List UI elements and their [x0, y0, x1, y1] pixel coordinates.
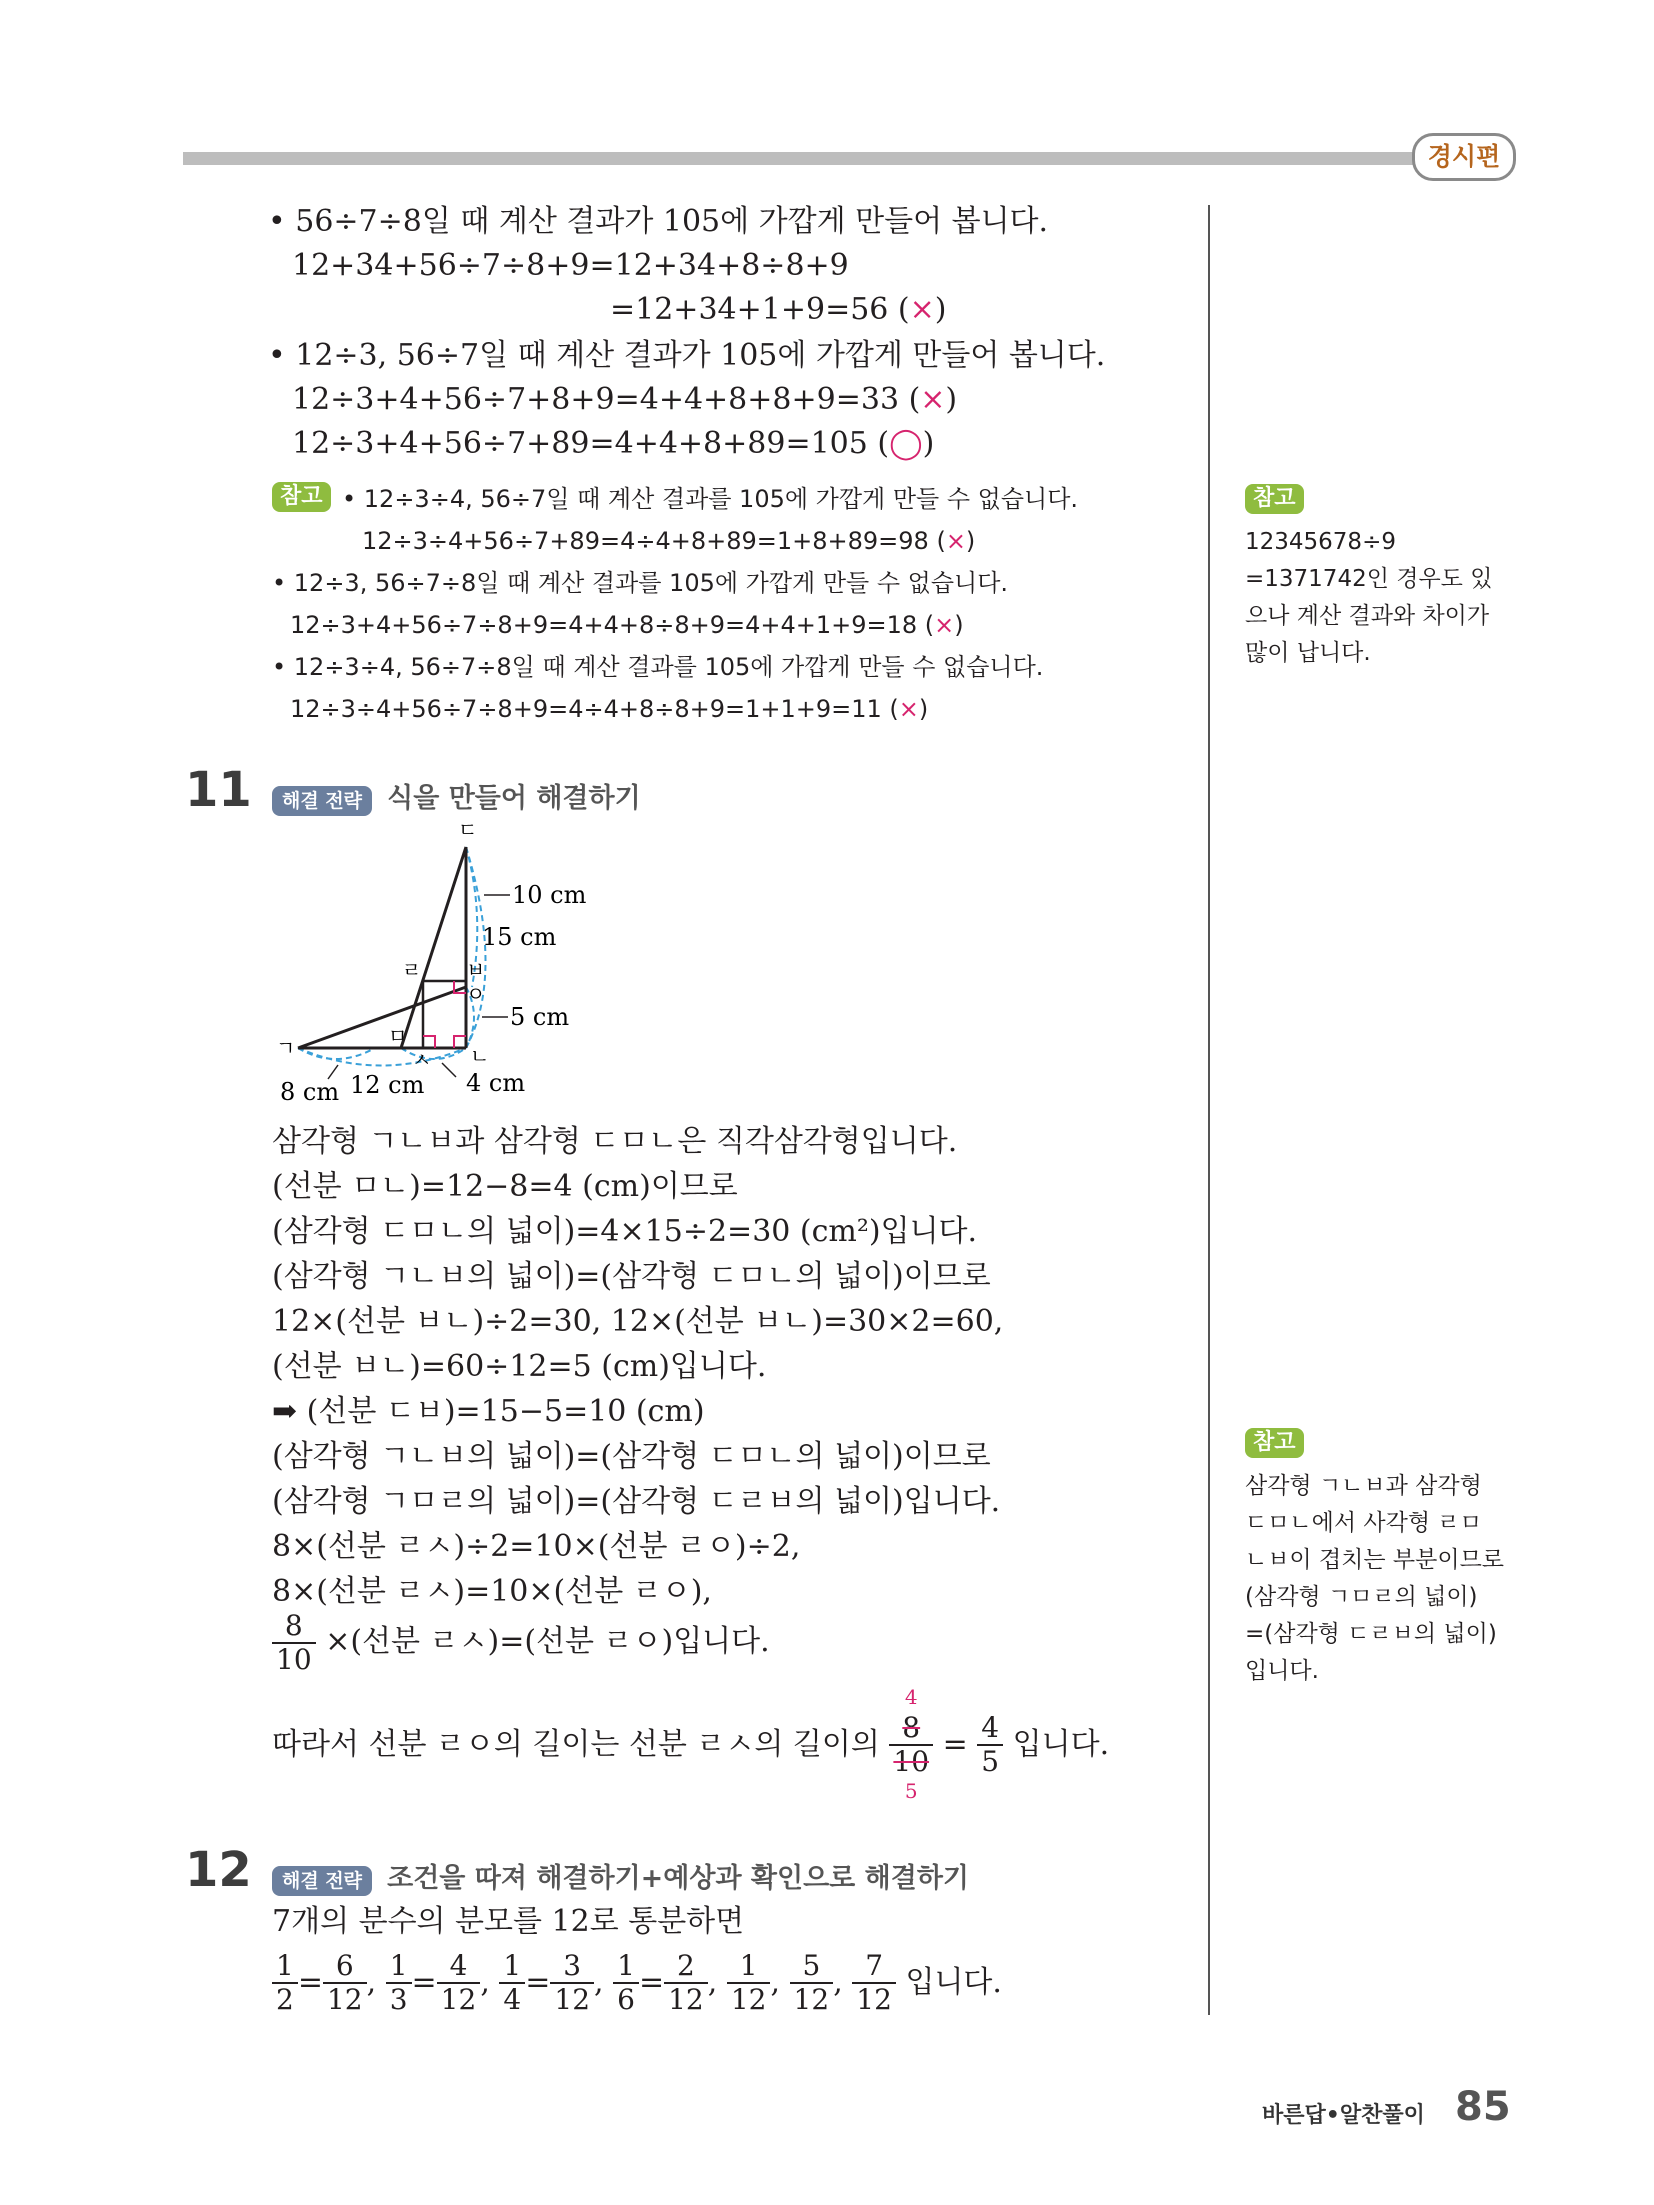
pair-4: [613, 1949, 727, 2016]
conclusion-suffix: 입니다.: [1012, 1727, 1110, 1762]
q11-line-9: (삼각형 ㄱㅁㄹ의 넓이)=(삼각형 ㄷㄹㅂ의 넓이)입니다.: [272, 1484, 1001, 1519]
comma: ,: [480, 1965, 490, 2000]
q11-line-11: 8×(선분 ㄹㅅ)=10×(선분 ㄹㅇ),: [272, 1574, 712, 1609]
fraction-denominator: 12: [793, 1983, 830, 2016]
result-mark: ×: [934, 611, 955, 639]
fraction-numerator: 4: [977, 1712, 1003, 1746]
label-5cm: 5 cm: [510, 1003, 570, 1031]
side-note-2-line: (삼각형 ㄱㅁㄹ의 넓이): [1245, 1584, 1478, 1610]
fraction-denominator: 10: [893, 1745, 930, 1778]
fraction-denominator: 12: [856, 1983, 892, 2016]
side-note-2-line: ㄷㅁㄴ에서 사각형 ㄹㅁ: [1245, 1510, 1482, 1536]
equals-sign: =: [638, 1965, 665, 2000]
q11-frac-text: ×(선분 ㄹㅅ)=(선분 ㄹㅇ)입니다.: [325, 1624, 770, 1659]
q12-strategy: [272, 1856, 969, 1896]
side-note-2-line: 입니다.: [1245, 1658, 1319, 1684]
comma: ,: [594, 1965, 604, 2000]
fraction-denominator: 12: [668, 1983, 704, 2016]
top-line-4: • 12÷3, 56÷7일 때 계산 결과가 105에 가깝게 만들어 봅니다.: [268, 338, 1106, 373]
label-15cm: 15 cm: [482, 923, 557, 951]
question-number-12: 12: [185, 1842, 252, 1898]
fraction-denominator: 3: [389, 1983, 408, 2016]
vertex-e: ㅁ: [388, 1024, 408, 1048]
side-note-1: [1245, 484, 1525, 672]
q11-line-5: 12×(선분 ㅂㄴ)÷2=30, 12×(선분 ㅂㄴ)=30×2=60,: [272, 1304, 1004, 1339]
fraction-numerator: 6: [323, 1950, 367, 1984]
fraction-denominator: 12: [730, 1983, 767, 2016]
fraction-numerator: 1: [727, 1950, 771, 1984]
leader-line: [328, 1065, 338, 1079]
ref-line-6: 12÷3÷4+56÷7÷8+9=4÷4+8÷8+9=1+1+9=11 (×): [290, 695, 929, 723]
side-note-2-line: 삼각형 ㄱㄴㅂ과 삼각형: [1245, 1473, 1482, 1499]
fraction-denominator: 12: [554, 1983, 591, 2016]
column-divider: [1208, 205, 1210, 2015]
q12-fractions: [272, 1950, 1002, 2016]
fraction-numerator: 3: [550, 1950, 594, 1984]
q11-line-8: (삼각형 ㄱㄴㅂ의 넓이)=(삼각형 ㄷㅁㄴ의 넓이)이므로: [272, 1439, 991, 1474]
q11-frac-line: [272, 1610, 770, 1676]
comma: ,: [770, 1965, 780, 2000]
reduced-denominator: 5: [904, 1779, 918, 1803]
side-note-1-tag: 참고: [1245, 484, 1304, 514]
strategy-tag: 해결 전략: [272, 1866, 372, 1896]
comma: ,: [833, 1965, 843, 2000]
leader-line: [442, 1063, 456, 1077]
chapter-badge: 경시편: [1412, 133, 1516, 181]
vertex-o: ㅇ: [466, 982, 486, 1006]
equals-sign: =: [942, 1727, 968, 1762]
arc-8cm: [298, 1048, 375, 1059]
fraction: [272, 1610, 316, 1676]
result-mark: ×: [909, 292, 935, 327]
pair-1: [272, 1949, 386, 2016]
q11-conclusion: [272, 1685, 1110, 1803]
equals-sign: =: [297, 1965, 323, 2000]
q12-suffix: 입니다.: [905, 1965, 1002, 2000]
fraction-numerator: 2: [664, 1950, 708, 1984]
side-note-1-line: 12345678÷9: [1245, 529, 1396, 555]
header-bar: [183, 152, 1415, 165]
vertex-f: ㅂ: [466, 958, 486, 982]
equals-sign: =: [525, 1965, 551, 2000]
q11-line-10: 8×(선분 ㄹㅅ)÷2=10×(선분 ㄹㅇ)÷2,: [272, 1529, 801, 1564]
fraction-denominator: 2: [276, 1983, 294, 2016]
pair-2: [386, 1949, 500, 2016]
q11-line-3: (삼각형 ㄷㅁㄴ의 넓이)=4×15÷2=30 (cm²)입니다.: [272, 1214, 978, 1249]
fraction-denominator: 10: [276, 1643, 312, 1676]
fraction-denominator: 4: [503, 1983, 522, 2016]
ref-line-4: 12÷3+4+56÷7÷8+9=4+4+8÷8+9=4+4+1+9=18 (×): [290, 611, 964, 639]
cancelled-fraction: [889, 1685, 933, 1803]
result-mark: ×: [898, 695, 919, 723]
ref-line-3: • 12÷3, 56÷7÷8일 때 계산 결과를 105에 가깝게 만들 수 없습니다.: [272, 569, 1009, 597]
right-angle-mark: [454, 1036, 466, 1048]
pair-3: [499, 1949, 613, 2016]
ref-line-2: 12÷3÷4+56÷7+89=4÷4+8+89=1+8+89=98 (×): [362, 527, 976, 555]
label-10cm: 10 cm: [512, 881, 587, 909]
strategy-tag: 해결 전략: [272, 786, 372, 816]
reference-box: [272, 482, 331, 512]
side-note-2-tag: 참고: [1245, 1428, 1304, 1458]
fraction-numerator: 4: [437, 1950, 481, 1984]
comma: ,: [707, 1965, 718, 2000]
q12-line-1: 7개의 분수의 분모를 12로 통분하면: [272, 1904, 745, 1939]
fraction-numerator: 1: [386, 1950, 412, 1984]
strategy-text: 조건을 따져 해결하기+예상과 확인으로 해결하기: [387, 1863, 969, 1894]
result-mark: ◯: [889, 426, 923, 461]
ref-line-5: • 12÷3÷4, 56÷7÷8일 때 계산 결과를 105에 가깝게 만들 수 없습니다.: [272, 653, 1044, 681]
conclusion-prefix: 따라서 선분 ㄹㅇ의 길이는 선분 ㄹㅅ의 길이의: [272, 1727, 880, 1762]
fraction-numerator: 1: [499, 1950, 525, 1984]
label-4cm: 4 cm: [466, 1069, 526, 1097]
result-mark: ×: [945, 527, 966, 555]
vertex-c: ㄷ: [458, 818, 478, 842]
side-note-1-line: 많이 납니다.: [1245, 640, 1371, 666]
result-mark: ×: [920, 382, 946, 417]
vertex-b: ㄴ: [470, 1044, 490, 1068]
q11-line-4: (삼각형 ㄱㄴㅂ의 넓이)=(삼각형 ㄷㅁㄴ의 넓이)이므로: [272, 1259, 991, 1294]
q11-line-2: (선분 ㅁㄴ)=12−8=4 (cm)이므로: [272, 1169, 738, 1204]
side-note-2: [1245, 1428, 1525, 1690]
q11-strategy: [272, 776, 641, 816]
equals-sign: =: [411, 1965, 437, 2000]
footer-label: 바른답•알찬풀이: [1262, 2103, 1425, 2128]
segment-c-e: [401, 847, 466, 1048]
top-line-6: 12÷3+4+56÷7+89=4+4+8+89=105 (◯): [292, 426, 935, 461]
question-number-11: 11: [185, 762, 252, 818]
arc-4cm: [401, 1048, 466, 1059]
fraction-numerator: 5: [790, 1950, 834, 1984]
page-number: 85: [1455, 2084, 1511, 2130]
arc-12cm: [298, 1048, 466, 1066]
reference-tag: 참고: [272, 482, 331, 512]
vertex-d: ㄹ: [402, 958, 422, 982]
strategy-text: 식을 만들어 해결하기: [387, 783, 641, 814]
result-fraction: [977, 1712, 1003, 1778]
side-note-1-line: =1371742인 경우도 있: [1245, 566, 1493, 592]
vertex-s: ㅅ: [412, 1048, 432, 1072]
comma: ,: [366, 1965, 377, 2000]
fraction-denominator: 5: [981, 1745, 1000, 1778]
fraction-numerator: 8: [889, 1712, 933, 1746]
fraction-denominator: 12: [440, 1983, 477, 2016]
label-8cm: 8 cm: [280, 1078, 340, 1106]
top-line-1: • 56÷7÷8일 때 계산 결과가 105에 가깝게 만들어 봅니다.: [268, 204, 1049, 239]
vertex-a: ㄱ: [276, 1036, 296, 1060]
q11-line-7: ➡ (선분 ㄷㅂ)=15−5=10 (cm): [272, 1394, 705, 1429]
fraction-numerator: 7: [852, 1950, 896, 1984]
fraction-numerator: 8: [272, 1610, 316, 1644]
side-note-2-line: =(삼각형 ㄷㄹㅂ의 넓이): [1245, 1621, 1497, 1647]
q11-line-1: 삼각형 ㄱㄴㅂ과 삼각형 ㄷㅁㄴ은 직각삼각형입니다.: [272, 1124, 958, 1159]
top-line-3: =12+34+1+9=56 (×): [610, 292, 947, 327]
reduced-numerator: 4: [904, 1685, 918, 1709]
fraction-denominator: 6: [617, 1983, 635, 2016]
fraction-denominator: 12: [326, 1983, 363, 2016]
top-line-2: 12+34+56÷7÷8+9=12+34+8÷8+9: [292, 248, 849, 283]
side-note-2-line: ㄴㅂ이 겹치는 부분이므로: [1245, 1547, 1505, 1573]
label-12cm: 12 cm: [350, 1071, 425, 1099]
top-line-5: 12÷3+4+56÷7+8+9=4+4+8+8+9=33 (×): [292, 382, 958, 417]
side-note-1-line: 으나 계산 결과와 차이가: [1245, 603, 1490, 629]
segment-a-f: [298, 987, 466, 1048]
fraction-numerator: 1: [272, 1950, 298, 1984]
q11-line-6: (선분 ㅂㄴ)=60÷12=5 (cm)입니다.: [272, 1349, 767, 1384]
right-angle-mark: [423, 1036, 435, 1048]
triangle-figure: [270, 815, 630, 1115]
ref-line-1: • 12÷3÷4, 56÷7일 때 계산 결과를 105에 가깝게 만들 수 없습니다.: [342, 485, 1079, 513]
fraction-numerator: 1: [613, 1950, 639, 1984]
